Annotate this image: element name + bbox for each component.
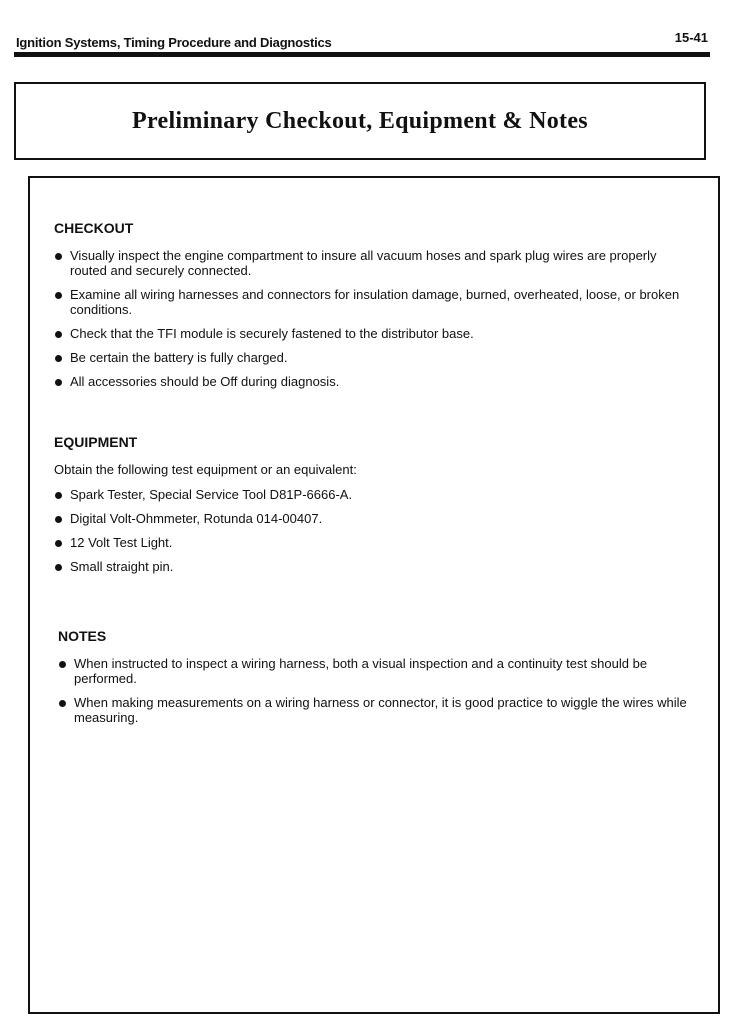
- page-number: 15-41: [674, 30, 708, 45]
- list-item-text: Visually inspect the engine compartment to insure all vacuum hoses and spark plug wires are properly routed and securely connected.: [70, 248, 657, 278]
- list-item-text: Examine all wiring harnesses and connectors for insulation damage, burned, overheated, loose, or broken conditions.: [70, 287, 680, 317]
- list-item: [58, 695, 698, 725]
- bullet-icon: [55, 292, 62, 299]
- list-item-text: When instructed to inspect a wiring harness, both a visual inspection and a continuity test should be performed.: [74, 656, 648, 686]
- checkout-heading: CHECKOUT: [54, 220, 134, 236]
- list-item: [54, 487, 694, 502]
- notes-list: [58, 656, 698, 725]
- list-item: [54, 559, 694, 574]
- list-item: [54, 374, 694, 389]
- list-item-text: Spark Tester, Special Service Tool D81P-6666-A.: [70, 487, 353, 502]
- content-box: [28, 176, 720, 1014]
- equipment-section: [54, 434, 694, 583]
- checkout-section: [54, 220, 694, 398]
- list-item-text: 12 Volt Test Light.: [70, 535, 173, 550]
- list-item: [54, 248, 694, 278]
- list-item: [58, 656, 698, 686]
- list-item: [54, 287, 694, 317]
- list-item-text: Small straight pin.: [70, 559, 174, 574]
- list-item-text: Check that the TFI module is securely fastened to the distributor base.: [70, 326, 474, 341]
- list-item: [54, 535, 694, 550]
- title-box: [14, 82, 706, 160]
- bullet-icon: [55, 564, 62, 571]
- list-item: [54, 350, 694, 365]
- equipment-intro: Obtain the following test equipment or an equivalent:: [54, 462, 357, 477]
- header-title: Ignition Systems, Timing Procedure and Diagnostics: [16, 35, 332, 50]
- header-rule: [14, 52, 710, 57]
- notes-heading: NOTES: [58, 628, 107, 644]
- bullet-icon: [59, 700, 66, 707]
- list-item-text: Digital Volt-Ohmmeter, Rotunda 014-00407.: [70, 511, 323, 526]
- bullet-icon: [55, 492, 62, 499]
- list-item-text: Be certain the battery is fully charged.: [70, 350, 288, 365]
- notes-section: [58, 628, 698, 734]
- equipment-heading: EQUIPMENT: [54, 434, 138, 450]
- bullet-icon: [59, 661, 66, 668]
- bullet-icon: [55, 331, 62, 338]
- list-item: [54, 511, 694, 526]
- bullet-icon: [55, 516, 62, 523]
- page-title: Preliminary Checkout, Equipment & Notes: [132, 108, 588, 134]
- list-item-text: When making measurements on a wiring harness or connector, it is good practice to wiggle the wires while measuring.: [74, 695, 687, 725]
- bullet-icon: [55, 379, 62, 386]
- bullet-icon: [55, 355, 62, 362]
- list-item-text: All accessories should be Off during diagnosis.: [70, 374, 340, 389]
- equipment-list: [54, 487, 694, 574]
- checkout-list: [54, 248, 694, 389]
- bullet-icon: [55, 540, 62, 547]
- list-item: [54, 326, 694, 341]
- bullet-icon: [55, 253, 62, 260]
